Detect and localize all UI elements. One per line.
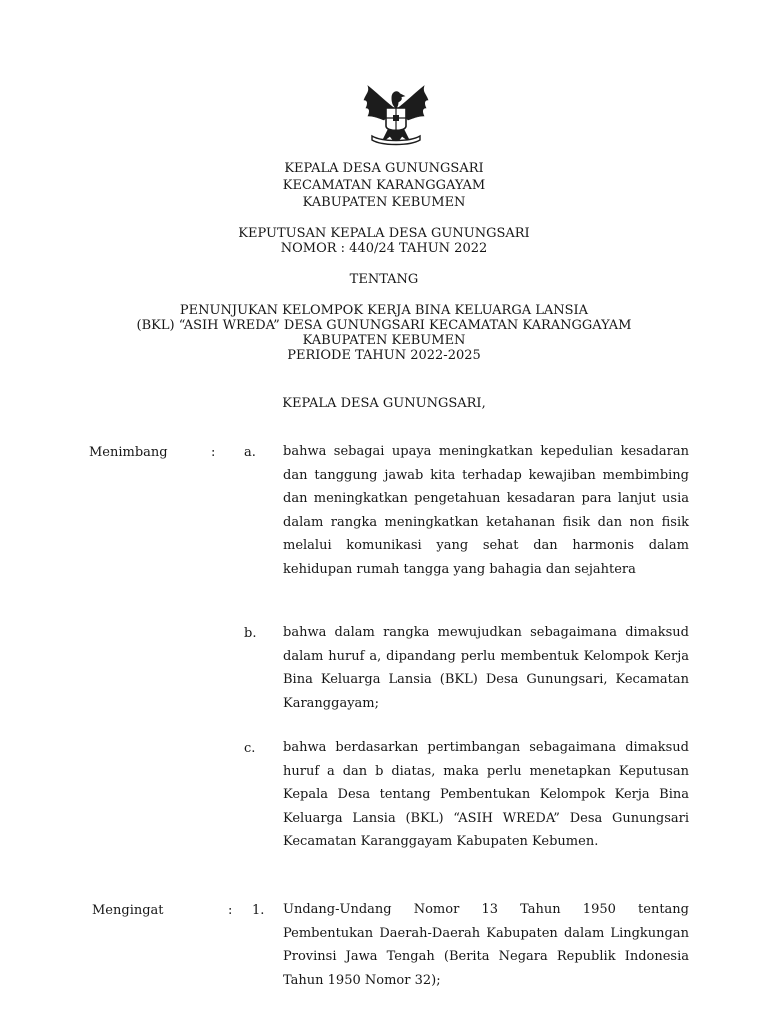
menimbang-colon: : [211, 445, 216, 460]
menimbang-label: Menimbang [89, 445, 168, 460]
subject-line-1: PENUNJUKAN KELOMPOK KERJA BINA KELUARGA LANSIA [179, 303, 589, 318]
mengingat-label: Mengingat [92, 903, 164, 918]
issuer-heading: KEPALA DESA GUNUNGSARI, [282, 396, 486, 411]
header-village-head: KEPALA DESA GUNUNGSARI [284, 161, 484, 176]
menimbang-item-a-mark: a. [244, 445, 256, 460]
subject-line-4: PERIODE TAHUN 2022-2025 [287, 348, 481, 363]
menimbang-item-b-mark: b. [244, 626, 257, 641]
decree-number: NOMOR : 440/24 TAHUN 2022 [280, 241, 488, 256]
decree-title: KEPUTUSAN KEPALA DESA GUNUNGSARI [238, 226, 530, 241]
subject-line-3: KABUPATEN KEBUMEN [302, 333, 466, 348]
menimbang-item-a-text: bahwa sebagai upaya meningkatkan kepedulian kesadaran dan tanggung jawab kita terhadap kewajiban membimbing dan meningkatkan pengetahuan kesadaran para lanjut usia dalam rangka meningkatkan ketahanan fisik dan non fisik melalui komunikasi yang sehat dan harmonis dalam kehidupan rumah tangga yang bahagia dan sejahtera [283, 444, 689, 577]
mengingat-item-1-text: Undang-Undang Nomor 13 Tahun 1950 tentang Pembentukan Daerah-Daerah Kabupaten dalam Lingkungan Provinsi Jawa Tengah (Berita Negara Republik Indonesia Tahun 1950 Nomor 32); [283, 902, 689, 988]
mengingat-item-1-mark: 1. [252, 903, 265, 918]
menimbang-item-c-text: bahwa berdasarkan pertimbangan sebagaimana dimaksud huruf a dan b diatas, maka perlu menetapkan Keputusan Kepala Desa tentang Pembentukan Kelompok Kerja Bina Keluarga Lansia (BKL) “ASIH WREDA” Desa Gunungsari Kecamatan Karanggayam Kabupaten Kebumen. [283, 740, 689, 849]
garuda-emblem-icon [358, 78, 434, 148]
about-heading: TENTANG [349, 272, 419, 287]
subject-line-2: (BKL) “ASIH WREDA” DESA GUNUNGSARI KECAMATAN KARANGGAYAM [136, 318, 632, 333]
header-regency: KABUPATEN KEBUMEN [302, 195, 466, 210]
mengingat-colon: : [228, 903, 233, 918]
header-district: KECAMATAN KARANGGAYAM [282, 178, 486, 193]
menimbang-item-c-mark: c. [244, 741, 256, 756]
menimbang-item-b-text: bahwa dalam rangka mewujudkan sebagaimana dimaksud dalam huruf a, dipandang perlu membentuk Kelompok Kerja Bina Keluarga Lansia (BKL) Desa Gunungsari, Kecamatan Karanggayam; [283, 625, 689, 711]
